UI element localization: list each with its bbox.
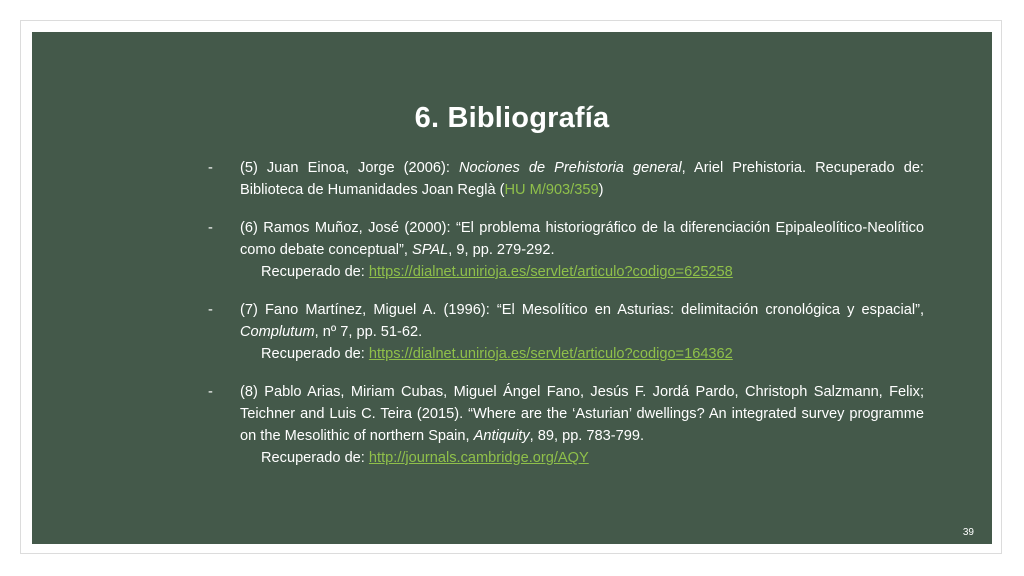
entry-text — [240, 381, 924, 447]
source-line — [240, 447, 924, 469]
list-bullet: - — [208, 160, 213, 176]
source-link[interactable]: https://dialnet.unirioja.es/servlet/articulo?codigo=164362 — [368, 346, 733, 362]
source-link[interactable]: http://journals.cambridge.org/AQY — [368, 450, 589, 466]
source-line — [240, 343, 924, 365]
entry-journal: Antiquity — [473, 428, 530, 444]
slide — [32, 32, 992, 544]
bibliography-entry-5 — [204, 157, 924, 201]
bibliography-list — [204, 157, 924, 485]
entry-author: (7) Fano Martínez, Miguel A. (1996): “El Mesolítico en Asturias: delimitación cronológica y espacial”, — [240, 302, 924, 318]
source-label: Recuperado de: — [261, 346, 369, 362]
entry-journal: SPAL — [412, 242, 449, 258]
entry-title: Nociones de Prehistoria general — [458, 160, 682, 176]
entry-text — [240, 217, 924, 261]
source-line — [240, 261, 924, 283]
page-number: 39 — [962, 527, 974, 538]
entry-details: , 9, pp. 279-292. — [448, 242, 555, 258]
entry-details: , Ariel Prehistoria. Recuperado de: Biblioteca de Humanidades Joan Reglà ( — [240, 160, 924, 198]
entry-author: (5) Juan Einoa, Jorge (2006): — [240, 160, 459, 176]
entry-end: ) — [598, 182, 604, 198]
entry-text — [240, 157, 924, 201]
entry-author: (8) Pablo Arias, Miriam Cubas, Miguel Ángel Fano, Jesús F. Jordá Pardo, Christoph Salzmann, Felix; Teichner and Luis C. Teira (2015). “Where are the ‘Asturian’ dwellings? An integrated survey programme on the Mesolithic of northern Spain, — [240, 384, 924, 444]
source-label: Recuperado de: — [261, 264, 369, 280]
call-number: HU M/903/359 — [504, 182, 599, 198]
bibliography-entry-8 — [204, 381, 924, 469]
entry-text — [240, 299, 924, 343]
entry-details: , nº 7, pp. 51-62. — [314, 324, 423, 340]
entry-author: (6) Ramos Muñoz, José (2000): “El problema historiográfico de la diferenciación Epipaleolítico-Neolítico como debate conceptual”, — [240, 220, 924, 258]
list-bullet: - — [208, 384, 213, 400]
entry-journal: Complutum — [240, 324, 315, 340]
list-bullet: - — [208, 220, 213, 236]
entry-details: , 89, pp. 783-799. — [529, 428, 645, 444]
bibliography-entry-6 — [204, 217, 924, 283]
list-bullet: - — [208, 302, 213, 318]
source-link[interactable]: https://dialnet.unirioja.es/servlet/articulo?codigo=625258 — [368, 264, 733, 280]
bibliography-entry-7 — [204, 299, 924, 365]
source-label: Recuperado de: — [261, 450, 369, 466]
slide-title: 6. Bibliografía — [414, 102, 610, 134]
